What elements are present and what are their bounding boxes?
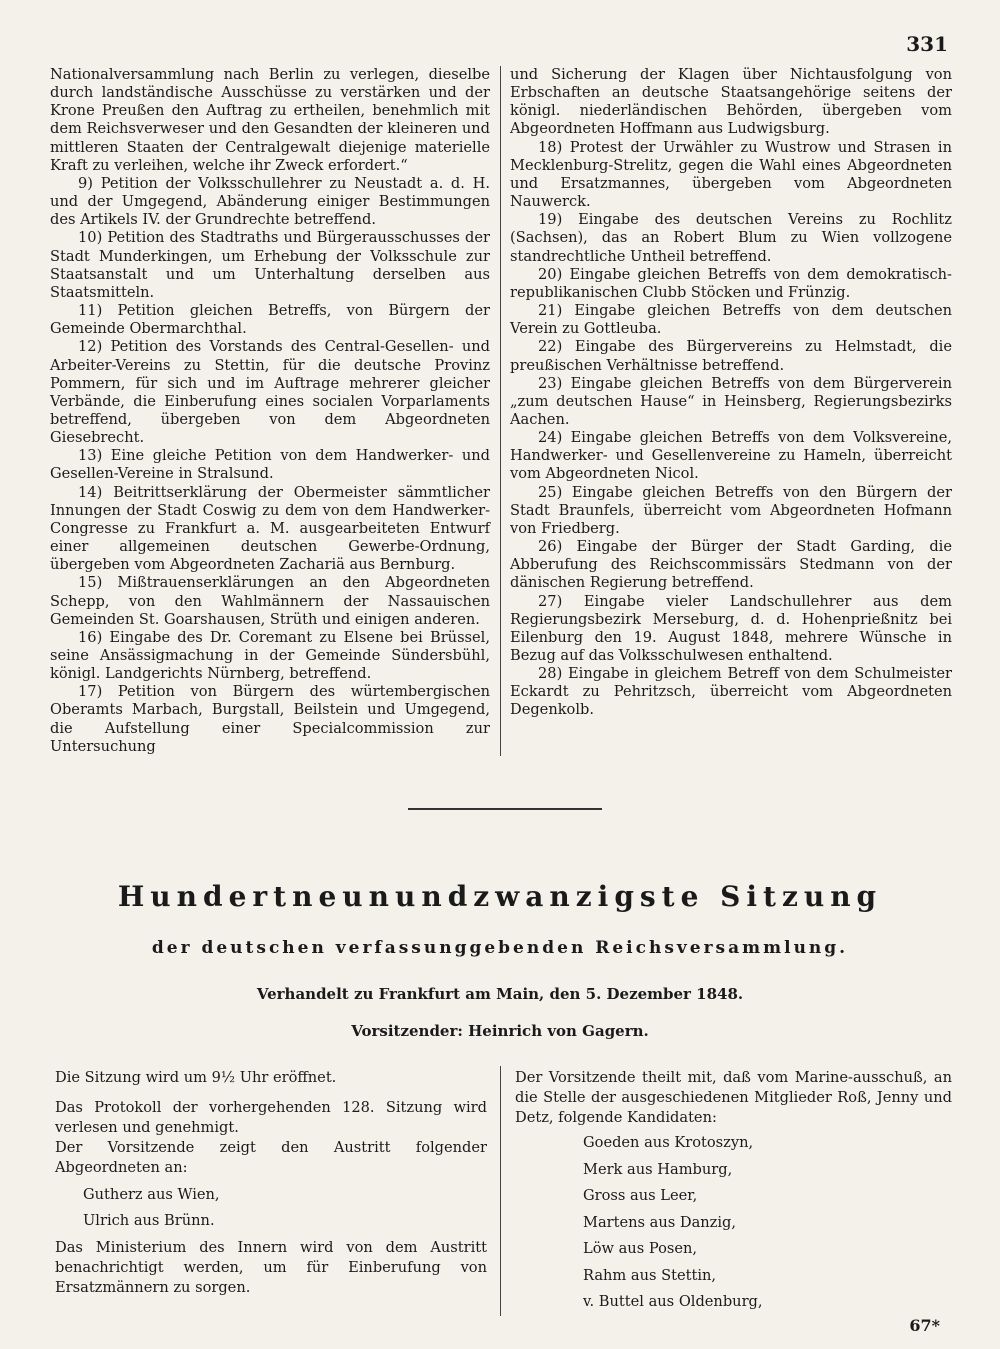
paragraph: Das Protokoll der vorhergehenden 128. Sitzung wird verlesen und genehmigt. (55, 1099, 487, 1136)
session-chair: Vorsitzender: Heinrich von Gagern. (351, 1022, 649, 1040)
list-item: Gross aus Leer, (583, 1187, 698, 1204)
right-column-bottom (515, 1068, 952, 1316)
paragraph: 22) Eingabe des Bürgervereins zu Helmstadt, die preußischen Verhältnisse betreffend. (510, 338, 952, 374)
paragraph: 25) Eingabe gleichen Betreffs von den Bürgern der Stadt Braunfels, überreicht vom Abgeordneten Hofmann von Friedberg. (510, 483, 952, 537)
paragraph: Die Sitzung wird um 9½ Uhr eröffnet. (55, 1069, 337, 1086)
right-column-top (510, 66, 952, 720)
list-item: Gutherz aus Wien, (83, 1186, 220, 1203)
list-item: Löw aus Posen, (583, 1240, 698, 1257)
signature-mark: 67* (909, 1316, 940, 1335)
column-divider (500, 66, 501, 756)
session-title: Hundertneunundzwanzigste Sitzung (117, 880, 883, 913)
paragraph: 21) Eingabe gleichen Betreffs von dem deutschen Verein zu Gottleuba. (510, 302, 952, 338)
paragraph: Nationalversammlung nach Berlin zu verlegen, dieselbe durch landständische Ausschüsse zu verstärken und der Krone Preußen den Auftrag zu ertheilen, benehmlich mit dem Reichsverweser und den Gesandten der kleineren und mittleren Staaten der Centralgewalt diejenige materielle Kraft zu verleihen, welche ihr Zweck erfordert.“ (50, 66, 490, 174)
page-number: 331 (906, 32, 948, 56)
list-item: v. Buttel aus Oldenburg, (583, 1293, 763, 1310)
paragraph: 19) Eingabe des deutschen Vereins zu Rochlitz (Sachsen), das an Robert Blum zu Wien vollzogene standrechtliche Untheil betreffend. (510, 211, 952, 265)
paragraph: Das Ministerium des Innern wird von dem Austritt benachrichtigt werden, um für Einberufung von Ersatzmännern zu sorgen. (55, 1239, 487, 1296)
paragraph: 13) Eine gleiche Petition von dem Handwerker- und Gesellen-Vereine in Stralsund. (50, 447, 490, 483)
paragraph: 16) Eingabe des Dr. Coremant zu Elsene bei Brüssel, seine Ansässigmachung in der Gemeinde Sündersbühl, königl. Landgerichts Nürnberg, betreffend. (50, 628, 490, 683)
paragraph: und Sicherung der Klagen über Nichtausfolgung von Erbschaften an deutsche Staatsangehörige seitens der königl. niederländischen Behörden, übergeben vom Abgeordneten Hoffmann aus Ludwigsburg. (510, 66, 952, 138)
list-item: Ulrich aus Brünn. (83, 1212, 215, 1229)
paragraph: 26) Eingabe der Bürger der Stadt Garding, die Abberufung des Reichscommissärs Stedmann von der dänischen Regierung betreffend. (510, 538, 952, 592)
paragraph: 28) Eingabe in gleichem Betreff von dem Schulmeister Eckardt zu Pehritzsch, überreicht vom Abgeordneten Degenkolb. (510, 665, 952, 719)
paragraph: 27) Eingabe vieler Landschullehrer aus dem Regierungsbezirk Merseburg, d. d. Hohenprießnitz bei Eilenburg den 19. August 1848, mehrere Wünsche in Bezug auf das Volksschulwesen enthaltend. (510, 592, 952, 664)
column-divider (500, 1066, 501, 1316)
paragraph: 12) Petition des Vorstands des Central-Gesellen- und Arbeiter-Vereins zu Stettin, für die deutsche Provinz Pommern, für sich und im Auftrage mehrerer gleicher Verbände, die Einberufung eines socialen Vorparlaments betreffend, übergeben von dem Abgeordneten Giesebrecht. (50, 338, 490, 447)
paragraph: 15) Mißtrauenserklärungen an den Abgeordneten Schepp, von den Wahlmännern der Nassauischen Gemeinden St. Goarshausen, Strüth und einigen anderen. (50, 574, 490, 628)
list-item: Goeden aus Krotoszyn, (583, 1134, 754, 1151)
name-list (83, 1182, 487, 1234)
paragraph: 17) Petition von Bürgern des würtembergischen Oberamts Marbach, Burgstall, Beilstein und Umgegend, die Aufstellung einer Specialcommission zur Untersuchung (50, 683, 490, 755)
name-list (583, 1130, 952, 1316)
paragraph: 20) Eingabe gleichen Betreffs von dem demokratisch-republikanischen Clubb Stöcken und Frünzig. (510, 265, 952, 301)
list-item: Merk aus Hamburg, (583, 1160, 733, 1178)
paragraph: Der Vorsitzende theilt mit, daß vom Marine-ausschuß, an die Stelle der ausgeschiedenen Mitglieder Roß, Jenny und Detz, folgende Kandidaten: (515, 1069, 952, 1126)
paragraph: 10) Petition des Stadtraths und Bürgerausschusses der Stadt Munderkingen, um Erhebung der Volksschule zur Staatsanstalt und um Unterhaltung derselben aus Staatsmitteln. (50, 229, 490, 301)
session-subtitle: der deutschen verfassunggebenden Reichsversammlung. (151, 938, 849, 958)
paragraph: 18) Protest der Urwähler zu Wustrow und Strasen in Mecklenburg-Strelitz, gegen die Wahl eines Abgeordneten und Ersatzmannes, übergeben vom Abgeordneten Nauwerck. (510, 138, 952, 211)
list-item: Rahm aus Stettin, (583, 1266, 717, 1284)
paragraph: 23) Eingabe gleichen Betreffs von dem Bürgerverein „zum deutschen Hause“ in Heinsberg, Regierungsbezirks Aachen. (510, 374, 952, 428)
left-column-bottom (55, 1068, 487, 1298)
paragraph: 11) Petition gleichen Betreffs, von Bürgern der Gemeinde Obermarchthal. (50, 302, 490, 338)
paragraph: 24) Eingabe gleichen Betreffs von dem Volksvereine, Handwerker- und Gesellenvereine zu Hameln, überreicht vom Abgeordneten Nicol. (510, 429, 952, 483)
section-rule (408, 808, 602, 810)
paragraph: Der Vorsitzende zeigt den Austritt folgender Abgeordneten an: (55, 1139, 487, 1176)
paragraph: 9) Petition der Volksschullehrer zu Neustadt a. d. H. und der Umgegend, Abänderung einiger Bestimmungen des Artikels IV. der Grundrechte betreffend. (50, 174, 490, 229)
paragraph: 14) Beitrittserklärung der Obermeister sämmtlicher Innungen der Stadt Coswig zu dem von dem Handwerker-Congresse zu Frankfurt a. M. ausgearbeiteten Entwurf einer allgemeinen deutschen Gewerbe-Ordnung, übergeben vom Abgeordneten Zachariä aus Bernburg. (50, 483, 490, 574)
list-item: Martens aus Danzig, (583, 1213, 737, 1231)
session-date: Verhandelt zu Frankfurt am Main, den 5. Dezember 1848. (256, 985, 744, 1003)
left-column-top (50, 66, 490, 756)
